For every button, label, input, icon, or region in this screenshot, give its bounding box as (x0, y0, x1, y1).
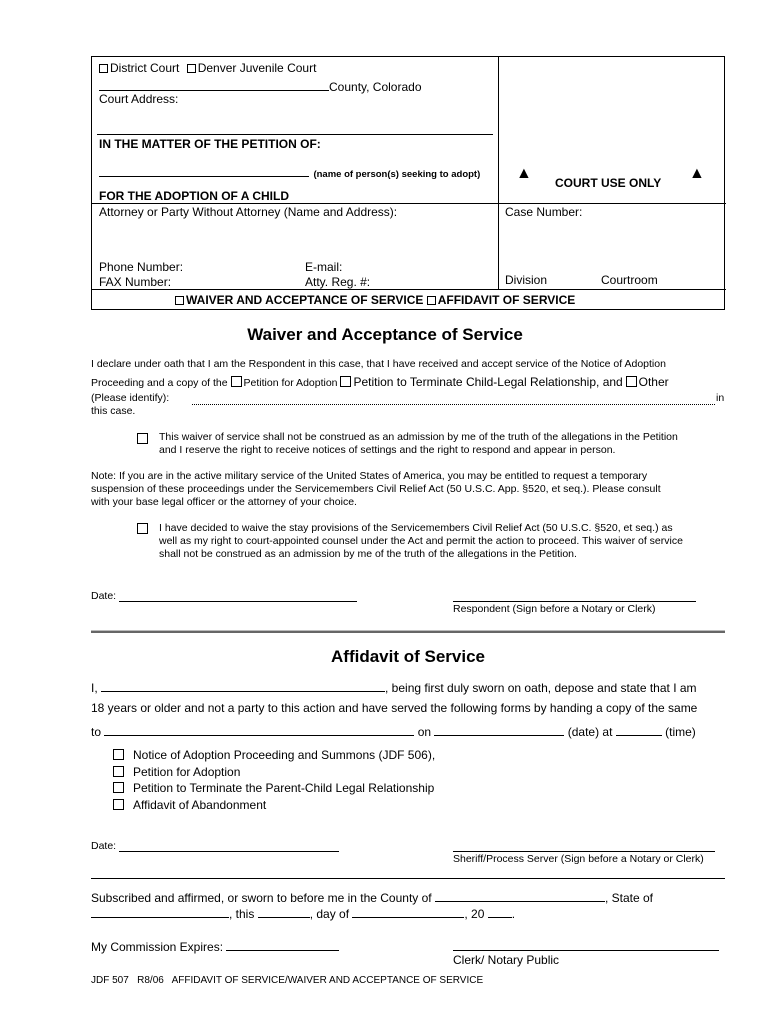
case-number-label: Case Number: (505, 205, 583, 219)
notary-day-field[interactable] (258, 905, 310, 918)
subscribed-text: Subscribed and affirmed, or sworn to before me in the County of (91, 891, 432, 905)
county-suffix: County, Colorado (329, 80, 422, 94)
military-note-line1: Note: If you are in the active military service of the United States of America, you may be entitled to request a temporary (91, 470, 648, 482)
court-address-label: Court Address: (99, 92, 179, 106)
court-use-only: COURT USE ONLY (555, 176, 662, 190)
stay-waiver-text-1: I have decided to waive the stay provisions of the Servicemembers Civil Relief Act (50 U.S.C. §520, et seq.) as (159, 522, 673, 534)
this-label: , this (229, 907, 255, 921)
form-label: Petition to Terminate the Parent-Child Legal Relationship (133, 781, 435, 795)
subscribed-line1 (91, 889, 725, 905)
waiver-date-field[interactable] (119, 601, 357, 602)
stay-waiver-checkbox-wrap (137, 520, 150, 538)
email-label: E-mail: (305, 260, 343, 274)
affidavit-line1 (91, 679, 697, 695)
court-address-line[interactable] (97, 134, 493, 135)
stay-waiver-text-3: shall not be construed as an admission by me of the truth of the allegations in the Petition. (159, 548, 577, 560)
twenty-label: , 20 (464, 907, 485, 921)
district-court-label: District Court (110, 61, 180, 75)
waiver-declare-line2 (91, 376, 725, 391)
attorney-label: Attorney or Party Without Attorney (Name and Address): (99, 205, 398, 219)
caption-divider-attorney (92, 203, 726, 204)
please-identify-label: (Please identify): (91, 392, 170, 404)
clerk-sig-label: Clerk/ Notary Public (453, 953, 560, 967)
respondent-sig-label: Respondent (Sign before a Notary or Clerk) (453, 603, 656, 615)
other-identify-field[interactable] (192, 403, 715, 405)
court-selection (99, 61, 316, 75)
military-note-line2: suspension of these proceedings under the Servicemembers Civil Relief Act (50 U.S.C. App. §520, et seq.). Please consult (91, 483, 661, 495)
waiver-title: Waiver and Acceptance of Service (247, 325, 523, 344)
server-signature-field[interactable] (453, 851, 715, 852)
respondent-signature-field[interactable] (453, 601, 696, 602)
affidavit-title-label: AFFIDAVIT OF SERVICE (437, 293, 576, 307)
waiver-nonadmission-text-1: This waiver of service shall not be construed as an admission by me of the truth of the allegations in the Petition (159, 431, 678, 443)
affidavit-line2: 18 years or older and not a party to this action and have served the following forms by handing a copy of the same (91, 701, 698, 715)
served-forms-list (113, 747, 435, 813)
notary-year-field[interactable] (488, 905, 512, 918)
period-label: . (511, 907, 516, 921)
served-form-item (113, 780, 435, 797)
declare-prefix: Proceeding and a copy of the (91, 377, 228, 389)
state-of-label: , State of (604, 891, 654, 905)
form-checkbox[interactable] (113, 766, 124, 777)
served-time-field[interactable] (616, 723, 662, 736)
commission-line (91, 938, 339, 954)
form-checkbox[interactable] (113, 799, 124, 810)
district-court-checkbox[interactable] (99, 64, 108, 73)
notary-divider (91, 878, 725, 879)
waiver-nonadmission-text-2: and I reserve the right to receive notices of settings and the right to respond and appear in person. (159, 444, 616, 456)
affidavit-sworn-text: , being first duly sworn on oath, depose and state that I am (385, 681, 697, 695)
juvenile-court-label: Denver Juvenile Court (197, 61, 317, 75)
waiver-declare-line1: I declare under oath that I am the Respondent in this case, that I have received and accept service of the Notice of Adoption (91, 358, 666, 370)
petition-adoption-checkbox[interactable] (231, 376, 242, 387)
petition-terminate-checkbox[interactable] (340, 376, 351, 387)
notary-month-field[interactable] (352, 905, 464, 918)
clerk-signature-field[interactable] (453, 950, 719, 951)
triangle-up-icon: ▲ (516, 165, 532, 182)
waiver-title-checkbox[interactable] (175, 296, 184, 305)
courtroom-label: Courtroom (601, 273, 658, 287)
caption-divider-vertical (498, 57, 499, 289)
affidavit-i-label: I, (91, 681, 98, 695)
affidavit-title-checkbox[interactable] (427, 296, 436, 305)
atty-reg-label: Atty. Reg. #: (305, 275, 371, 289)
served-person-field[interactable] (104, 723, 414, 736)
county-field[interactable] (99, 77, 329, 91)
form-label: Affidavit of Abandonment (133, 797, 267, 812)
military-note-line3: with your base legal officer or the attorney of your choice. (91, 496, 357, 508)
form-checkbox[interactable] (113, 782, 124, 793)
this-case-label: this case. (91, 405, 136, 417)
other-checkbox[interactable] (626, 376, 637, 387)
affidavit-date-field[interactable] (119, 851, 339, 852)
subscribed-line2 (91, 905, 515, 921)
stay-waiver-checkbox[interactable] (137, 523, 148, 534)
matter-label: IN THE MATTER OF THE PETITION OF: (99, 137, 321, 151)
other-label: Other (638, 375, 669, 389)
notary-state-field[interactable] (91, 905, 229, 918)
affidavit-title: Affidavit of Service (331, 647, 485, 666)
phone-label: Phone Number: (99, 260, 184, 274)
form-label: Petition for Adoption (133, 764, 241, 779)
waiver-nonadmission-checkbox[interactable] (137, 433, 148, 444)
commission-expires-field[interactable] (226, 938, 339, 951)
waiver-date-label: Date: (91, 590, 117, 602)
date-at-label: (date) at (567, 725, 613, 739)
triangle-up-icon: ▲ (689, 165, 705, 182)
commission-label: My Commission Expires: (91, 940, 224, 954)
petitioner-note: (name of person(s) seeking to adopt) (313, 169, 481, 180)
affidavit-date-label: Date: (91, 840, 117, 852)
notary-county-field[interactable] (435, 889, 605, 902)
petitioner-line (99, 164, 480, 182)
footer-form-id: JDF 507 R8/06 AFFIDAVIT OF SERVICE/WAIVER AND ACCEPTANCE OF SERVICE (91, 975, 484, 986)
form-checkbox[interactable] (113, 749, 124, 760)
petition-terminate-label: Petition to Terminate Child-Legal Relationship, and (353, 375, 623, 389)
day-of-label: , day of (309, 907, 350, 921)
waiver-nonadmission-checkbox-wrap (137, 430, 150, 448)
petition-adoption-label: Petition for Adoption (243, 377, 338, 389)
server-name-field[interactable] (101, 679, 385, 692)
stay-waiver-text-2: well as my right to court-appointed counsel under the Act and permit the action to proceed. This waiver of service (159, 535, 683, 547)
division-label: Division (505, 273, 548, 287)
caption-divider-title (92, 289, 726, 290)
time-label: (time) (665, 725, 696, 739)
juvenile-court-checkbox[interactable] (187, 64, 196, 73)
fax-label: FAX Number: (99, 275, 172, 289)
form-title-selection (175, 293, 575, 307)
server-sig-label: Sheriff/Process Server (Sign before a Notary or Clerk) (453, 853, 704, 865)
section-divider (91, 630, 725, 633)
served-form-item (113, 797, 435, 814)
waiver-title-label: WAIVER AND ACCEPTANCE OF SERVICE (186, 293, 424, 307)
served-date-field[interactable] (434, 723, 564, 736)
served-form-item (113, 764, 435, 781)
in-label: in (716, 392, 725, 404)
adoption-label: FOR THE ADOPTION OF A CHILD (99, 189, 289, 203)
petitioner-field[interactable] (99, 164, 309, 177)
to-label: to (91, 725, 102, 739)
form-label: Notice of Adoption Proceeding and Summons (JDF 506), (133, 748, 436, 762)
served-form-item (113, 747, 435, 764)
affidavit-line3 (91, 723, 696, 739)
on-label: on (417, 725, 432, 739)
